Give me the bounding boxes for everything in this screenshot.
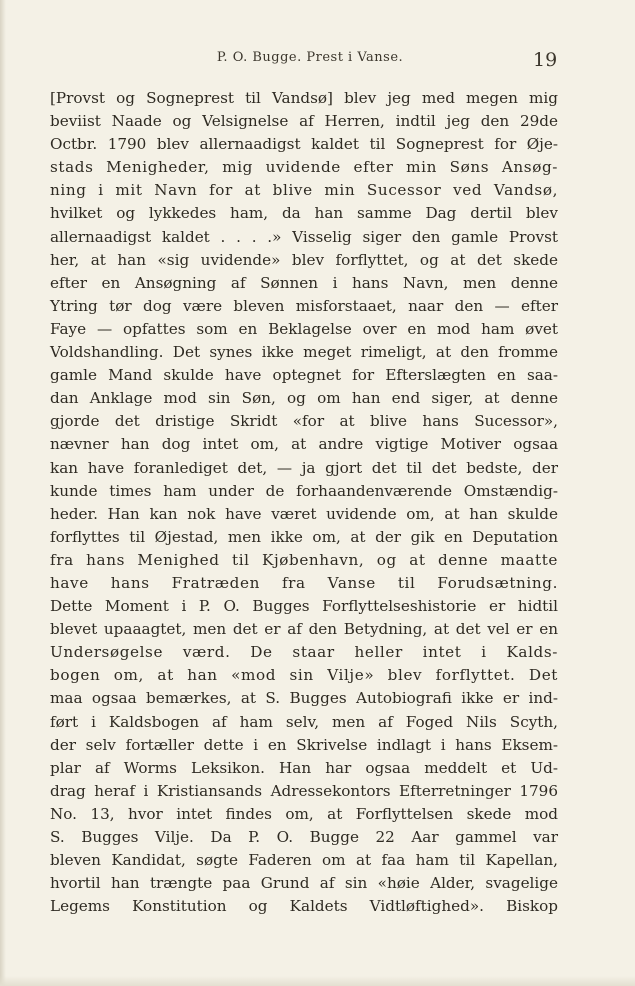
- text-line: No. 13, hvor intet findes om, at Forflyttelsen skede mod: [50, 804, 558, 823]
- text-line: der selv fortæller dette i en Skrivelse indlagt i hans Eksem-: [50, 735, 558, 754]
- text-line: [Provst og Sogneprest til Vandsø] blev jeg med megen mig: [50, 89, 558, 107]
- text-line: efter en Ansøgning af Sønnen i hans Navn, men denne: [50, 273, 558, 292]
- text-line: bleven Kandidat, søgte Faderen om at faa ham til Kapellan,: [50, 851, 558, 870]
- text-line: gamle Mand skulde have optegnet for Efterslægten en saa-: [50, 366, 558, 385]
- text-line: dan Anklage mod sin Søn, og om han end siger, at denne: [50, 389, 558, 408]
- text-line: plar af Worms Leksikon. Han har ogsaa meddelt et Ud-: [50, 758, 558, 777]
- page-number: 19: [533, 49, 558, 71]
- text-line: have hans Fratræden fra Vanse til Forudsætning.: [50, 573, 558, 592]
- text-line: bogen om, at han «mod sin Vilje» blev forflyttet. Det: [50, 666, 558, 685]
- text-line: Dette Moment i P. O. Bugges Forflyttelseshistorie er hidtil: [50, 597, 558, 616]
- text-line: fra hans Menighed til Kjøbenhavn, og at denne maatte: [50, 550, 558, 569]
- text-line: S. Bugges Vilje. Da P. O. Bugge 22 Aar gammel var: [50, 828, 558, 846]
- text-line: blevet upaaagtet, men det er af den Betydning, at det vel er en: [50, 620, 558, 639]
- text-line: forflyttes til Øjestad, men ikke om, at der gik en Deputation: [50, 527, 558, 546]
- page-bottom-edge: [0, 976, 635, 986]
- text-line: kan have foranlediget det, — ja gjort det til det bedste, der: [50, 458, 558, 477]
- text-line: stads Menigheder, mig uvidende efter min Søns Ansøg-: [50, 158, 558, 177]
- text-line: nævner han dog intet om, at andre vigtige Motiver ogsaa: [50, 435, 558, 454]
- text-line: gjorde det dristige Skridt «for at blive hans Sucessor»,: [50, 412, 558, 431]
- text-line: Legems Konstitution og Kaldets Vidtløftighed». Biskop: [50, 897, 558, 916]
- text-line: drag heraf i Kristiansands Adressekontors Efterretninger 1796: [50, 781, 558, 800]
- text-line: heder. Han kan nok have været uvidende om, at han skulde: [50, 504, 558, 523]
- text-line: Faye — opfattes som en Beklagelse over en mod ham øvet: [50, 319, 558, 338]
- text-line: allernaadigst kaldet . . . .» Visselig siger den gamle Provst: [50, 227, 558, 246]
- text-line: Ytring tør dog være bleven misforstaaet, naar den — efter: [50, 296, 558, 315]
- text-line: Undersøgelse værd. De staar heller intet i Kalds-: [50, 643, 558, 662]
- body-text: [50, 87, 558, 918]
- text-line: ført i Kaldsbogen af ham selv, men af Foged Nils Scyth,: [50, 712, 558, 731]
- text-line: kunde times ham under de forhaandenværende Omstændig-: [50, 481, 558, 500]
- running-title: P. O. Bugge. Prest i Vanse.: [216, 50, 404, 65]
- text-line: Octbr. 1790 blev allernaadigst kaldet til Sogneprest for Øje-: [50, 135, 558, 154]
- running-header: [0, 50, 635, 72]
- text-line: hvilket og lykkedes ham, da han samme Dag dertil blev: [50, 204, 558, 223]
- page-gutter-shadow: [0, 0, 6, 986]
- text-line: maa ogsaa bemærkes, at S. Bugges Autobiografi ikke er ind-: [50, 689, 558, 708]
- text-line: her, at han «sig uvidende» blev forflyttet, og at det skede: [50, 250, 558, 269]
- text-line: ning i mit Navn for at blive min Sucessor ved Vandsø,: [50, 181, 558, 200]
- text-line: hvortil han trængte paa Grund af sin «høie Alder, svagelige: [50, 874, 558, 893]
- text-line: beviist Naade og Velsignelse af Herren, indtil jeg den 29de: [50, 112, 558, 131]
- text-line: Voldshandling. Det synes ikke meget rimeligt, at den fromme: [50, 343, 558, 362]
